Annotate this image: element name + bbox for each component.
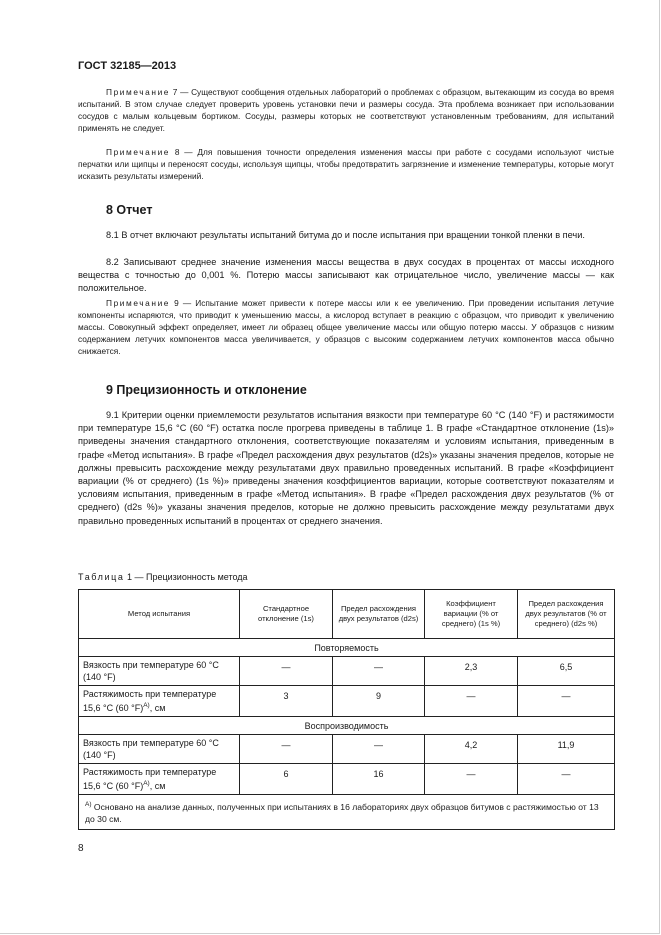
std-dev-cell: —: [240, 735, 333, 764]
footnote-row: [79, 795, 615, 830]
method-cell: Вязкость при температуре 60 °С (140 °F): [79, 735, 240, 764]
page-number: 8: [78, 843, 84, 854]
note-label: Примечание: [106, 87, 171, 97]
header-std-dev: Стандартное отклонение (1s): [240, 590, 333, 639]
table-row: [79, 686, 615, 717]
d2s-pct-cell: —: [518, 686, 615, 717]
table-caption-label: Таблица: [78, 572, 125, 582]
d2s-cell: —: [333, 735, 425, 764]
method-text: Растяжимость при температуре 15,6 °С (60 °F): [83, 689, 217, 713]
method-unit: , см: [149, 781, 166, 791]
note-label: Примечание: [106, 298, 171, 308]
cv-cell: 4,2: [425, 735, 518, 764]
note-9: [78, 297, 614, 357]
section-9-heading: 9 Прецизионность и отклонение: [106, 383, 307, 397]
paragraph-8-1: 8.1 В отчет включают результаты испытаний битума до и после испытания при вращении тонкой пленки в печи.: [106, 230, 585, 240]
method-cell: [79, 764, 240, 795]
section-row-reproducibility: [79, 717, 615, 735]
header-cv: Коэффициент вариации (% от среднего) (1s %): [425, 590, 518, 639]
header-method: Метод испытания: [79, 590, 240, 639]
note-8: [78, 146, 614, 182]
section-label: Повторяемость: [79, 639, 615, 657]
table-row: [79, 657, 615, 686]
d2s-pct-cell: —: [518, 764, 615, 795]
table-caption-text: 1 — Прецизионность метода: [124, 572, 248, 582]
table-row: [79, 735, 615, 764]
method-text: Растяжимость при температуре 15,6 °С (60 °F): [83, 767, 217, 791]
note-text: 8 — Для повышения точности определения изменения массы при работе с сосудами используют чистые перчатки или щипцы и переносят сосуды, используя щипцы, чтобы предотвратить загрязнение и изменение температуры, которые могут исказить результаты измерений.: [78, 147, 614, 181]
d2s-cell: —: [333, 657, 425, 686]
header-d2s: Предел расхождения двух результатов (d2s): [333, 590, 425, 639]
section-row-repeatability: [79, 639, 615, 657]
header-d2s-pct: Предел расхождения двух результатов (% от среднего) (d2s %): [518, 590, 615, 639]
section-8-heading: 8 Отчет: [106, 203, 153, 217]
d2s-pct-cell: 11,9: [518, 735, 615, 764]
footnote-marker: А): [143, 780, 150, 787]
note-label: Примечание: [106, 147, 171, 157]
std-dev-cell: 3: [240, 686, 333, 717]
table-row: [79, 764, 615, 795]
paragraph-9-1: 9.1 Критерии оценки приемлемости результатов испытания вязкости при температуре 60 °С (140 °F) и растяжимости при температуре 15,6 °С (60 °F) остатка после прогрева приведены в таблице 1. В графе «Стандартное отклонение (1s)» приведены значения стандартного отклонения, соответствующие показателям и условиям испытания, приведенным в графе «Метод испытания». В графе «Предел расхождения двух результатов (d2s)» указаны значения пределов, которые не должны превысить расхождение между результатами двух правильно проведенных испытаний. В графе «Коэффициент вариации (% от среднего) (1s %)» приведены значения коэффициентов вариации, которые соответствуют показателям и условиям испытания, приведенным в графе «Метод испытания». В графе «Предел расхождения двух результатов (% от среднего) (d2s %)» указаны значения пределов, которые не должно превысить расхождение между результатами двух правильно проведенных испытаний в процентах от среднего значения.: [78, 410, 614, 526]
table-footnote: [79, 795, 615, 830]
paragraph-8-2: 8.2 Записывают среднее значение изменения массы вещества в двух сосудах в процентах от массы исходного вещества с точностью до 0,001 %. Потерю массы записывают как отрицательное число, увеличение массы — как положительное.: [78, 257, 614, 294]
std-dev-cell: 6: [240, 764, 333, 795]
cv-cell: 2,3: [425, 657, 518, 686]
d2s-cell: 9: [333, 686, 425, 717]
cv-cell: —: [425, 764, 518, 795]
footnote-marker: А): [85, 801, 92, 808]
precision-table: [78, 589, 615, 830]
method-cell: [79, 686, 240, 717]
method-cell: Вязкость при температуре 60 °С (140 °F): [79, 657, 240, 686]
footnote-marker: А): [143, 702, 150, 709]
table-header-row: [79, 590, 615, 639]
note-text: 7 — Существуют сообщения отдельных лабораторий о проблемах с образцом, вытекающим из сосуда во время испытаний. В этом случае следует проверить уровень установки печи и размеры сосуда. Эта проблема возникает при использовании сосудов с малым кольцевым бортиком. Сосуды, размеры которых не соответствуют установленным требованиям, для испытаний применять не следует.: [78, 87, 614, 133]
note-7: [78, 86, 614, 134]
d2s-pct-cell: 6,5: [518, 657, 615, 686]
table-caption: [78, 572, 248, 582]
note-text: 9 — Испытание может привести к потере массы или к ее увеличению. При проведении испытания летучие компоненты испаряются, что приводит к уменьшению массы, а кислород вступает в реакцию с образцом, что приводит к увеличению массы. Совокупный эффект определяет, имеет ли образец общее увеличение массы или общую потерю массы. У образцов с низким содержанием летучих компонентов масса увеличивается, у образцов с высоким содержанием летучих компонентов масса обычно снижается.: [78, 298, 614, 356]
std-dev-cell: —: [240, 657, 333, 686]
d2s-cell: 16: [333, 764, 425, 795]
footnote-text: Основано на анализе данных, полученных при испытаниях в 16 лабораториях двух образцов битумов с растяжимостью от 13 до 30 см.: [85, 801, 599, 824]
document-id: ГОСТ 32185—2013: [78, 60, 177, 72]
method-unit: , см: [149, 703, 166, 713]
cv-cell: —: [425, 686, 518, 717]
section-label: Воспроизводимость: [79, 717, 615, 735]
